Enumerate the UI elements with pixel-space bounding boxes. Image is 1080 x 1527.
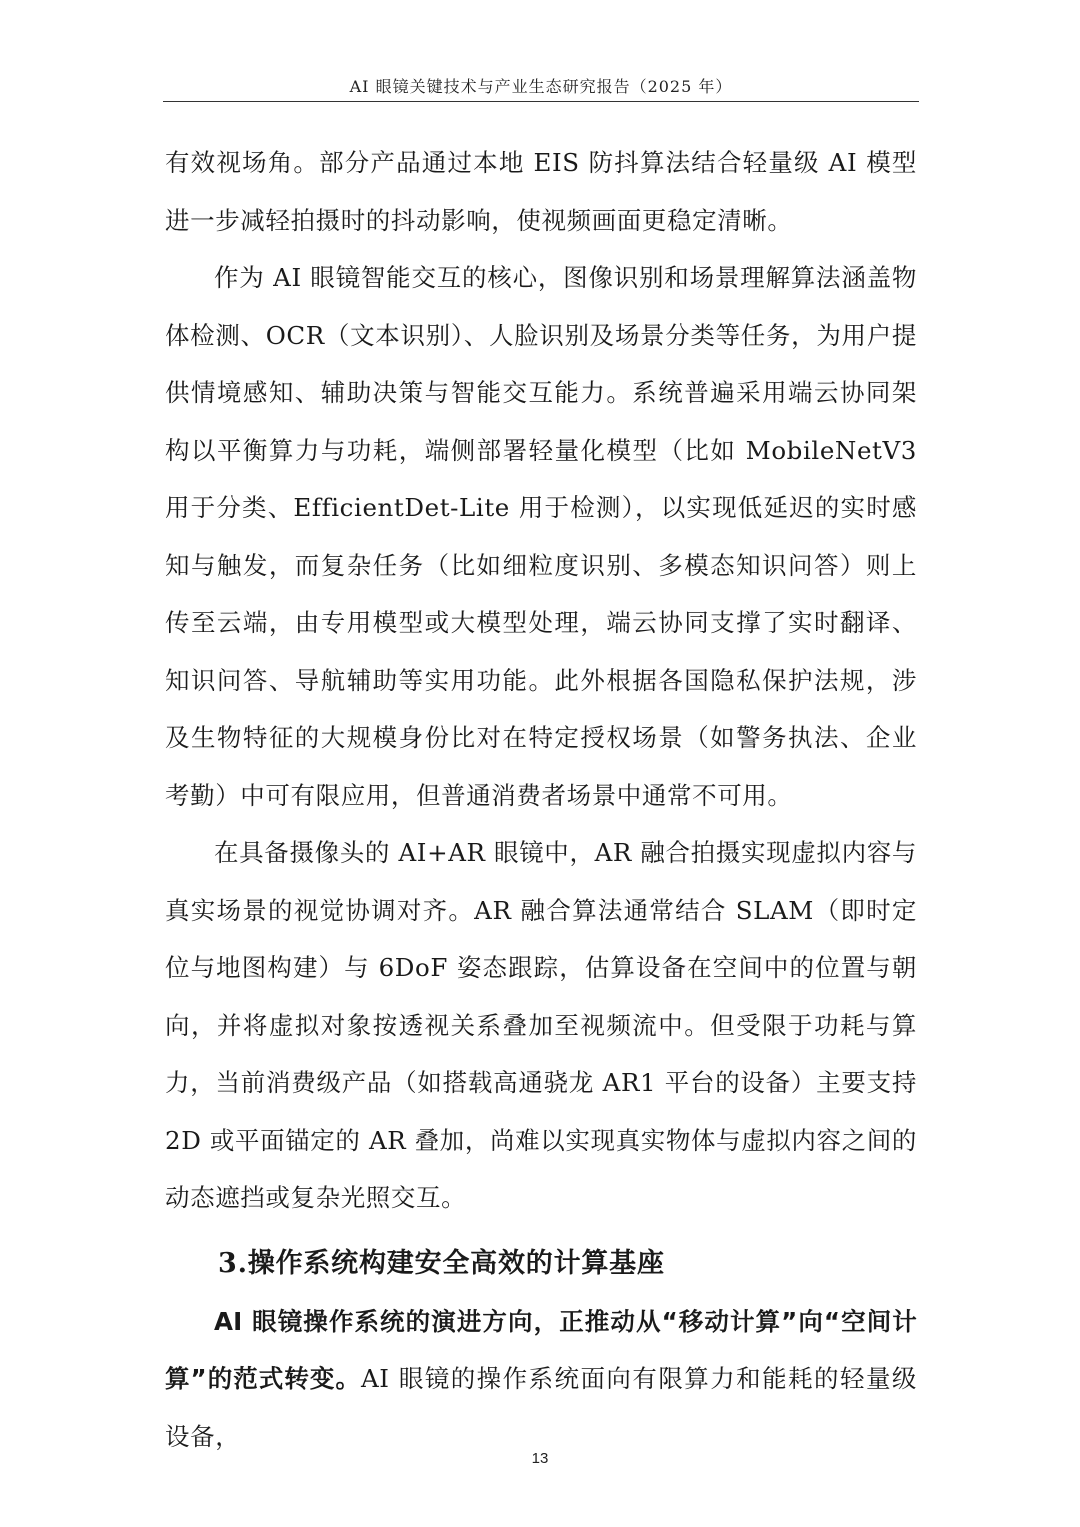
paragraph-ar-fusion: 在具备摄像头的 AI+AR 眼镜中，AR 融合拍摄实现虚拟内容与真实场景的视觉协调对齐。AR 融合算法通常结合 SLAM（即时定位与地图构建）与 6DoF 姿态跟踪，估算设备在空间中的位置与朝向，并将虚拟对象按透视关系叠加至视频流中。但受限于功耗与算力，当前消费级产品（如搭载高通骁龙 AR1 平台的设备）主要支持 2D 或平面锚定的 AR 叠加，尚难以实现真实物体与虚拟内容之间的动态遮挡或复杂光照交互。 (165, 838, 917, 1212)
page-number: 13 (531, 1450, 549, 1467)
paragraph-continuation: 有效视场角。部分产品通过本地 EIS 防抖算法结合轻量级 AI 模型进一步减轻拍摄时的抖动影响，使视频画面更稳定清晰。 (165, 148, 917, 235)
paragraph-os-lead: AI 眼镜操作系统的演进方向，正推动从“移动计算”向“空间计算”的范式转变。 (165, 1306, 917, 1393)
section-heading-os: 3.操作系统构建安全高效的计算基座 (218, 1247, 665, 1279)
body-text (165, 134, 917, 1465)
paragraph-os (165, 1293, 917, 1466)
paragraph-image-recognition: 作为 AI 眼镜智能交互的核心，图像识别和场景理解算法涵盖物体检测、OCR（文本识别）、人脸识别及场景分类等任务，为用户提供情境感知、辅助决策与智能交互能力。系统普遍采用端云协同架构以平衡算力与功耗，端侧部署轻量化模型（比如 MobileNetV3 用于分类、EfficientDet-Lite 用于检测），以实现低延迟的实时感知与触发，而复杂任务（比如细粒度识别、多模态知识问答）则上传至云端，由专用模型或大模型处理，端云协同支撑了实时翻译、知识问答、导航辅助等实用功能。此外根据各国隐私保护法规，涉及生物特征的大规模身份比对在特定授权场景（如警务执法、企业考勤）中可有限应用，但普通消费者场景中通常不可用。 (165, 263, 917, 810)
header-rule (163, 101, 919, 102)
paragraph-os-body: AI 眼镜的操作系统面向有限算力和能耗的轻量级设备， (165, 1364, 917, 1451)
running-header: AI 眼镜关键技术与产业生态研究报告（2025 年） (349, 77, 733, 96)
